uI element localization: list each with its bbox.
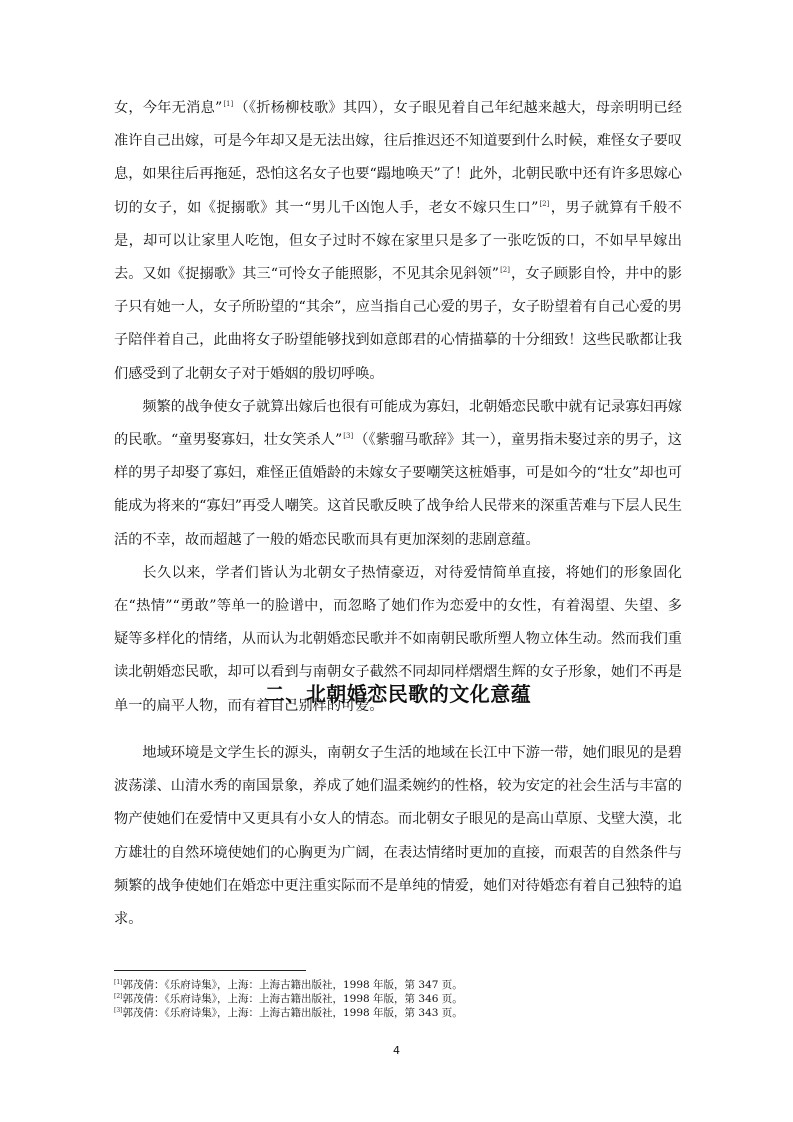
section-heading: 二、北朝婚恋民歌的文化意蕴: [264, 682, 532, 706]
footnote-item: [114, 1006, 682, 1020]
footnote-mark: [2]: [114, 993, 123, 1000]
footnote-text: 郭茂倩：《乐府诗集》，上海：上海古籍出版社，1998 年版，第 343 页。: [122, 1007, 463, 1019]
paragraph-text: ，男子就算有千般不是，却可以让家里人吃饱，但女子过时不嫁在家里只是多了一张吃饭的口，不如早早嫁出去。又如《捉搦歌》其三“可怜女子能照影，不见其余见斜领”: [114, 199, 682, 283]
paragraph-text: 女，今年无消息”: [114, 100, 223, 116]
footnote-item: [114, 992, 682, 1006]
footnote-ref[interactable]: [1]: [223, 100, 234, 108]
footnote-divider: [114, 970, 306, 971]
footnote-mark: [3]: [114, 1007, 123, 1014]
footnote-ref[interactable]: [2]: [500, 266, 510, 275]
footnote-item: [114, 978, 682, 992]
footnote-text: 郭茂倩：《乐府诗集》，上海：上海古籍出版社，1998 年版，第 347 页。: [122, 979, 463, 991]
paragraph: [114, 391, 682, 557]
paragraph: [114, 92, 682, 391]
body-text-bottom: [114, 737, 682, 936]
footnotes: [114, 978, 682, 1020]
footnote-text: 郭茂倩：《乐府诗集》，上海：上海古籍出版社，1998 年版，第 346 页。: [122, 993, 463, 1005]
page-number: 4: [393, 1044, 400, 1057]
paragraph-text: （《折杨柳枝歌》其四），女子眼见着自己年纪越来越大，母亲明明已经准许自己出嫁，可是今年却又是无法出嫁，往后推迟还不知道要到什么时候，难怪女子要叹息，如果往后再拖延，恐怕这名女子也要“蹋地唤天”了！此外，北朝民歌中还有许多思嫁心切的女子，如《捉搦歌》其一“男儿千凶饱人手，老女不嫁只生口”: [114, 100, 682, 216]
paragraph-text: 长久以来，学者们皆认为北朝女子热情豪迈，对待爱情简单直接，将她们的形象固化在“热情”“勇敢”等单一的脸谱中，而忽略了她们作为恋爱中的女性，有着渴望、失望、多疑等多样化的情绪，从而认为北朝婚恋民歌并不如南朝民歌所塑人物立体生动。然而我们重读北朝婚恋民歌，却可以看到与南朝女子截然不同却同样熠熠生辉的女子形象，她们不再是单一的扁平人物，而有着自己别样的可爱。: [114, 564, 682, 714]
footnote-ref[interactable]: [3]: [343, 432, 354, 441]
footnote-mark: [1]: [114, 979, 123, 986]
paragraph-text: 频繁的战争使女子就算出嫁后也很有可能成为寡妇，北朝婚恋民歌中就有记录寡妇再嫁的民歌。“童男娶寡妇，壮女笑杀人”: [114, 398, 682, 449]
paragraph-text: ，女子顾影自怜，井中的影子只有她一人，女子所盼望的“其余”，应当指自己心爱的男子，女子盼望着有自己心爱的男子陪伴着自己，此曲将女子盼望能够找到如意郎君的心情描摹的十分细致！这些民歌都让我们感受到了北朝女子对于婚姻的殷切呼唤。: [114, 266, 682, 382]
footnote-ref[interactable]: [2]: [539, 199, 550, 208]
paragraph: [114, 737, 682, 936]
paragraph-text: 地域环境是文学生长的源头，南朝女子生活的地域在长江中下游一带，她们眼见的是碧波荡漾、山清水秀的南国景象，养成了她们温柔婉约的性格，较为安定的社会生活与丰富的物产使她们在爱情中又更具有小女人的情态。而北朝女子眼见的是高山草原、戈壁大漠，北方雄壮的自然环境使她们的心胸更为广阔，在表达情绪时更加的直接，而艰苦的自然条件与频繁的战争使她们在婚恋中更注重实际而不是单纯的情爱，她们对待婚恋有着自己独特的追求。: [114, 745, 682, 928]
paragraph-text: （《紫骝马歌辞》其一），童男指未娶过亲的男子，这样的男子却娶了寡妇，难怪正值婚龄的未嫁女子要嘲笑这桩婚事，可是如今的“壮女”却也可能成为将来的“寡妇”再受人嘲笑。这首民歌反映了战争给人民带来的深重苦难与下层人民生活的不幸，故而超越了一般的婚恋民歌而具有更加深刻的悲剧意蕴。: [114, 432, 682, 548]
body-text-top: [114, 92, 682, 723]
